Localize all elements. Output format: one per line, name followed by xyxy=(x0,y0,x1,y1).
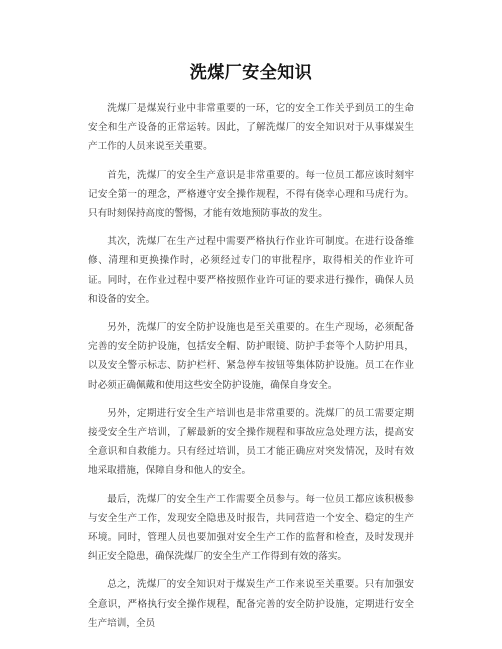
document-title: 洗煤厂安全知识 xyxy=(189,63,313,83)
paragraph-intro: 洗煤厂是煤炭行业中非常重要的一环，它的安全工作关乎到员工的生命安全和生产设备的正常运转。因此，了解洗煤厂的安全知识对于从事煤炭生产工作的人员来说至关重要。 xyxy=(88,103,414,153)
paragraph-summary: 总之，洗煤厂的安全知识对于煤炭生产工作来说至关重要。只有加强安全意识，严格执行安全操作规程，配备完善的安全防护设施，定期进行安全生产培训，全员 xyxy=(88,579,414,629)
paragraph-safety-awareness: 首先，洗煤厂的安全生产意识是非常重要的。每一位员工都应该时刻牢记安全第一的理念，严格遵守安全操作规程，不得有侥幸心理和马虎行为。只有时刻保持高度的警惕，才能有效地预防事故的发生。 xyxy=(88,169,414,220)
paragraph-work-permit: 其次，洗煤厂在生产过程中需要严格执行作业许可制度。在进行设备维修、清理和更换操作时，必须经过专门的审批程序，取得相关的作业许可证。同时，在作业过程中要严格按照作业许可证的要求进行操作，确保人员和设备的安全。 xyxy=(88,236,414,305)
paragraph-protective-equipment: 另外，洗煤厂的安全防护设施也是至关重要的。在生产现场，必须配备完善的安全防护设施，包括安全帽、防护眼镜、防护手套等个人防护用具，以及安全警示标志、防护栏杆、紧急停车按钮等集体防护设施。员工在作业时必须正确佩戴和使用这些安全防护设施，确保自身安全。 xyxy=(88,322,414,391)
paragraph-safety-training: 另外，定期进行安全生产培训也是非常重要的。洗煤厂的员工需要定期接受安全生产培训，了解最新的安全操作规程和事故应急处理方法，提高安全意识和自救能力。只有经过培训，员工才能正确应对突发情况，及时有效地采取措施，保障自身和他人的安全。 xyxy=(88,407,414,477)
paragraph-full-participation: 最后，洗煤厂的安全生产工作需要全员参与。每一位员工都应该积极参与安全生产工作，发现安全隐患及时报告，共同营造一个安全、稳定的生产环境。同时，管理人员也要加强对安全生产工作的监督和检查，及时发现并纠正安全隐患，确保洗煤厂的安全生产工作得到有效的落实。 xyxy=(88,493,414,563)
